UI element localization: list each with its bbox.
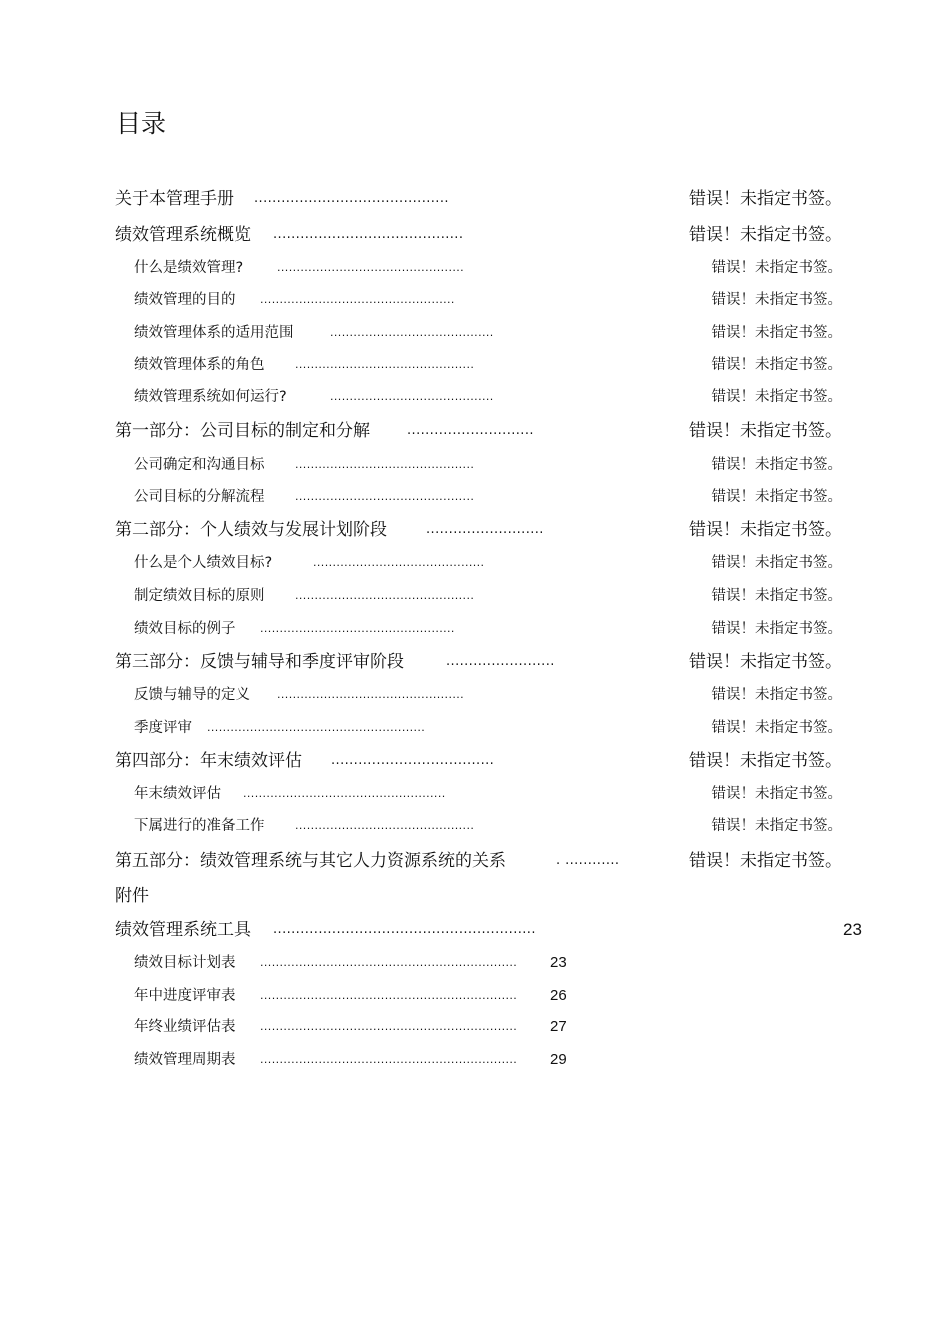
toc-page-ref: 错误！未指定书签。 <box>711 555 842 571</box>
toc-entry-text: 绩效管理的目的 <box>134 292 236 308</box>
toc-entry-text: 公司目标的分解流程 <box>134 489 265 505</box>
toc-leader: .................................................................. <box>260 989 518 1002</box>
toc-entry[interactable] <box>0 884 950 908</box>
toc-entry-text: 绩效管理系统工具 <box>115 920 251 940</box>
toc-leader: .......................................... <box>330 390 494 403</box>
toc-leader: ........................................... <box>254 191 449 206</box>
toc-page-ref: 错误！未指定书签。 <box>689 421 842 441</box>
toc-entry[interactable] <box>0 353 950 377</box>
toc-entry[interactable] <box>0 256 950 280</box>
toc-leader: .......................................................... <box>273 922 536 937</box>
toc-entry-text: 附件 <box>115 886 149 906</box>
toc-page-ref: 错误！未指定书签。 <box>711 389 842 405</box>
toc-leader: .......................................... <box>330 326 494 339</box>
toc-page-number: 26 <box>550 987 567 1004</box>
toc-entry-text: 绩效管理体系的角色 <box>134 357 265 373</box>
toc-leader: ................................................ <box>277 261 465 274</box>
toc-entry-text: 制定绩效目标的原则 <box>134 588 265 604</box>
toc-entry[interactable] <box>0 782 950 806</box>
toc-leader: ............................................ <box>313 556 485 569</box>
toc-leader: ............................ <box>407 423 534 438</box>
toc-leader: ................................................ <box>277 688 465 701</box>
toc-entry-text: 什么是绩效管理? <box>134 260 244 276</box>
toc-entry[interactable] <box>0 518 950 542</box>
toc-page-ref: 错误！未指定书签。 <box>689 652 842 672</box>
toc-entry-text: 绩效管理周期表 <box>134 1052 236 1068</box>
toc-leader: .................................................................. <box>260 1053 518 1066</box>
toc-entry[interactable] <box>0 1048 950 1072</box>
toc-entry-text: 什么是个人绩效目标? <box>134 555 273 571</box>
toc-page-ref: 错误！未指定书签。 <box>689 751 842 771</box>
toc-leader: .................................................... <box>243 787 446 800</box>
toc-page-ref: 错误！未指定书签。 <box>711 357 842 373</box>
toc-entry-text: 第四部分：年末绩效评估 <box>115 751 302 771</box>
toc-entry[interactable] <box>0 1015 950 1039</box>
toc-page-ref: 错误！未指定书签。 <box>711 489 842 505</box>
toc-entry[interactable] <box>0 683 950 707</box>
toc-page-ref: 错误！未指定书签。 <box>711 292 842 308</box>
toc-leader: ........................................................ <box>207 721 426 734</box>
toc-entry[interactable] <box>0 814 950 838</box>
toc-entry-text: 公司确定和沟通目标 <box>134 457 265 473</box>
toc-entry-text: 绩效管理体系的适用范围 <box>134 325 294 341</box>
toc-leader: .......................................... <box>273 227 464 242</box>
toc-page-ref: 错误！未指定书签。 <box>689 520 842 540</box>
toc-entry[interactable] <box>0 419 950 443</box>
toc-entry-text: 下属进行的准备工作 <box>134 818 265 834</box>
toc-page-ref: 错误！未指定书签。 <box>689 225 842 245</box>
toc-entry-text: 第五部分：绩效管理系统与其它人力资源系统的关系 <box>115 851 506 871</box>
toc-entry[interactable] <box>0 617 950 641</box>
toc-entry[interactable] <box>0 321 950 345</box>
toc-entry[interactable] <box>0 650 950 674</box>
toc-page-number: 23 <box>843 920 862 939</box>
toc-entry[interactable] <box>0 551 950 575</box>
toc-page-number: 29 <box>550 1051 567 1068</box>
toc-entry-text: 第二部分：个人绩效与发展计划阶段 <box>115 520 387 540</box>
toc-entry[interactable] <box>0 849 950 873</box>
toc-leader: .............................................. <box>295 490 475 503</box>
toc-entry[interactable] <box>0 584 950 608</box>
toc-page-number: 27 <box>550 1018 567 1035</box>
toc-page-ref: 错误！未指定书签。 <box>711 786 842 802</box>
toc-page-ref: 错误！未指定书签。 <box>711 621 842 637</box>
toc-page-ref: 错误！未指定书签。 <box>711 325 842 341</box>
toc-entry-text: 第三部分：反馈与辅导和季度评审阶段 <box>115 652 404 672</box>
toc-entry[interactable] <box>0 749 950 773</box>
toc-leader: .............................................. <box>295 589 475 602</box>
toc-entry-text: 季度评审 <box>134 720 192 736</box>
toc-entry[interactable] <box>0 187 950 211</box>
toc-leader: .................................................. <box>260 622 455 635</box>
toc-leader: .............................................. <box>295 819 475 832</box>
toc-leader: .................................... <box>331 753 495 768</box>
toc-leader: .................................................................. <box>260 956 518 969</box>
toc-leader: .......................... <box>426 522 544 537</box>
toc-entry[interactable] <box>0 918 950 942</box>
toc-entry-text: 反馈与辅导的定义 <box>134 687 250 703</box>
toc-page-ref: 错误！未指定书签。 <box>711 457 842 473</box>
toc-entry[interactable] <box>0 453 950 477</box>
toc-entry[interactable] <box>0 223 950 247</box>
toc-entry[interactable] <box>0 385 950 409</box>
toc-entry-text: 年末绩效评估 <box>134 786 221 802</box>
toc-page-ref: 错误！未指定书签。 <box>711 588 842 604</box>
toc-entry[interactable] <box>0 288 950 312</box>
toc-entry-text: 绩效管理系统概览 <box>115 225 251 245</box>
toc-entry[interactable] <box>0 951 950 975</box>
toc-entry-text: 绩效目标计划表 <box>134 955 236 971</box>
toc-page-ref: 错误！未指定书签。 <box>711 687 842 703</box>
toc-entry[interactable] <box>0 485 950 509</box>
toc-leader: ........................ <box>446 654 555 669</box>
toc-entry-text: 绩效管理系统如何运行? <box>134 389 287 405</box>
toc-page-ref: 错误！未指定书签。 <box>711 260 842 276</box>
toc-page-ref: 错误！未指定书签。 <box>689 851 842 871</box>
toc-entry[interactable] <box>0 716 950 740</box>
toc-entry-text: 绩效目标的例子 <box>134 621 236 637</box>
toc-leader: . ............ <box>556 853 620 868</box>
toc-page-ref: 错误！未指定书签。 <box>711 720 842 736</box>
toc-leader: .................................................. <box>260 293 455 306</box>
toc-page-number: 23 <box>550 954 567 971</box>
toc-title: 目录 <box>116 109 167 138</box>
toc-entry[interactable] <box>0 984 950 1008</box>
toc-page-ref: 错误！未指定书签。 <box>711 818 842 834</box>
toc-leader: .............................................. <box>295 358 475 371</box>
toc-entry-text: 关于本管理手册 <box>115 189 234 209</box>
toc-leader: .............................................. <box>295 458 475 471</box>
toc-entry-text: 年中进度评审表 <box>134 988 236 1004</box>
toc-page-ref: 错误！未指定书签。 <box>689 189 842 209</box>
toc-leader: .................................................................. <box>260 1020 518 1033</box>
toc-entry-text: 第一部分：公司目标的制定和分解 <box>115 421 370 441</box>
toc-entry-text: 年终业绩评估表 <box>134 1019 236 1035</box>
